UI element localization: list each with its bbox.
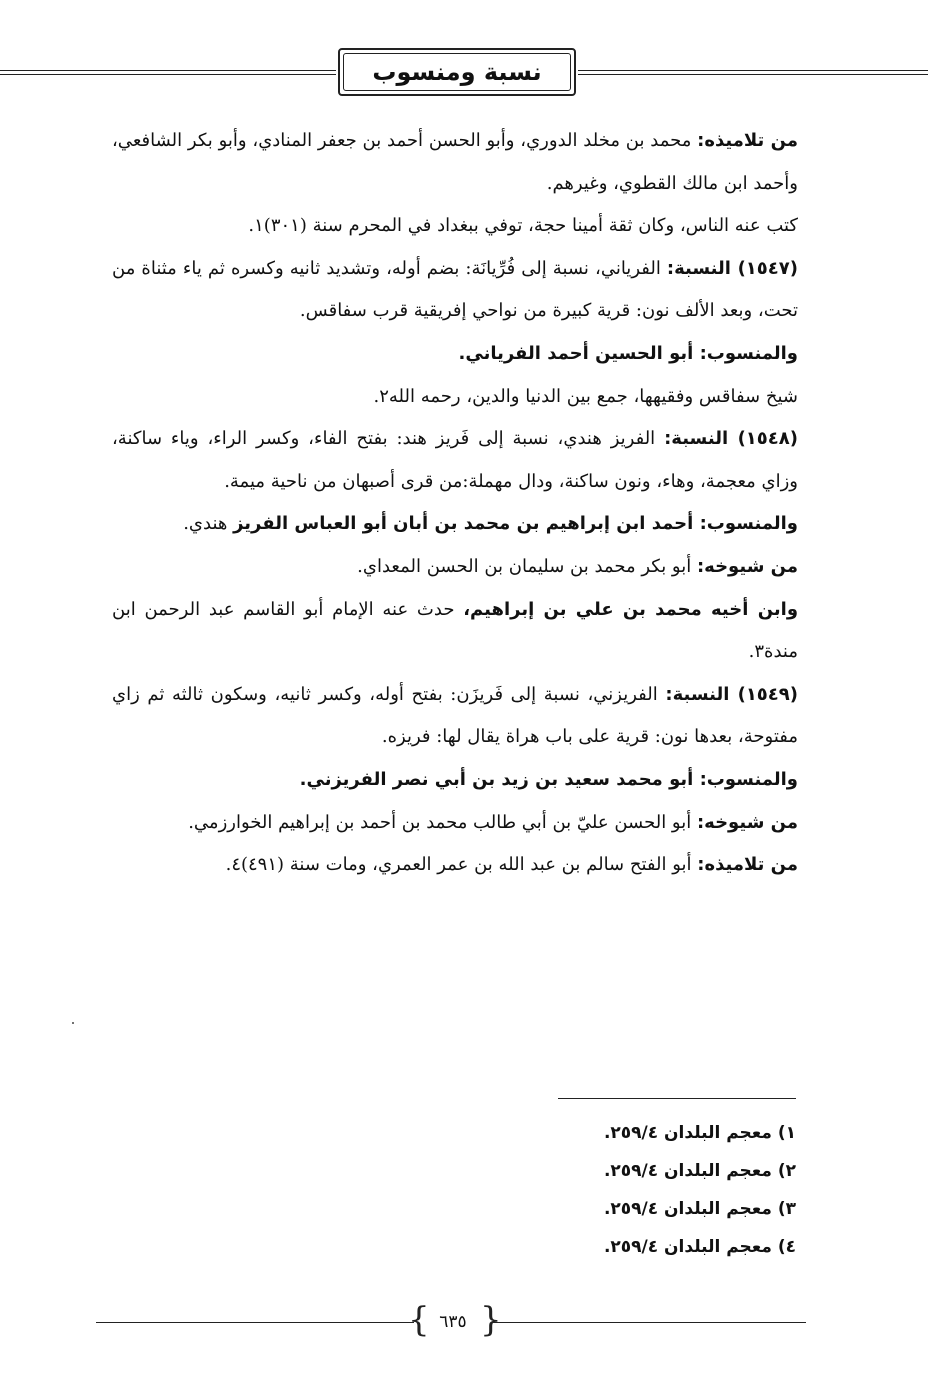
entry-label: وابن أخيه محمد بن علي بن إبراهيم، bbox=[463, 598, 799, 620]
entry-label: من تلاميذه: bbox=[697, 130, 798, 151]
paragraph bbox=[112, 503, 798, 546]
entry-text: أبو الحسن عليّ بن أبي طالب محمد بن أحمد بن إبراهيم الخوارزمي. bbox=[188, 811, 697, 833]
paragraph bbox=[112, 205, 798, 248]
header-rule-right-1 bbox=[578, 70, 928, 71]
page-header bbox=[0, 48, 928, 100]
entry-label: من شيوخه: bbox=[696, 555, 798, 577]
entry-bold-text: أحمد ابن إبراهيم بن محمد بن أبان أبو العباس الفريز bbox=[233, 513, 700, 535]
entry-text: أبو الفتح سالم بن عبد الله بن عمر العمري، ومات سنة (٤٩١)٤. bbox=[225, 854, 698, 876]
entry-label: والمنسوب: bbox=[699, 342, 798, 364]
paragraph bbox=[112, 248, 798, 333]
entry-text: هندي. bbox=[183, 513, 234, 535]
page-number: ٦٣٥ bbox=[439, 1312, 467, 1332]
page-footer bbox=[0, 1302, 928, 1342]
entry-label: (١٥٤٩) النسبة: bbox=[665, 683, 798, 705]
footnote-item: ٣) معجم البلدان ٢٥٩/٤. bbox=[603, 1199, 796, 1219]
paragraph bbox=[112, 674, 798, 759]
paragraph bbox=[112, 802, 798, 845]
header-rule-left-1 bbox=[0, 70, 336, 71]
paragraph bbox=[112, 759, 798, 802]
entry-label: والمنسوب: bbox=[699, 768, 798, 790]
entry-text: محمد بن مخلد الدوري، وأبو الحسن أحمد بن جعفر المنادي، وأبو بكر الشافعي، وأحمد ابن مالك القطوي، وغيرهم. bbox=[112, 130, 798, 194]
paragraph bbox=[112, 333, 798, 376]
entry-text: شيخ سفاقس وفقيهها، جمع بين الدنيا والدين، رحمه الله٢. bbox=[373, 385, 798, 407]
paragraph bbox=[112, 376, 798, 419]
entry-text: الفريز هندي، نسبة إلى فَريز هند: بفتح الفاء، وكسر الراء، وياء ساكنة، وزاي معجمة، وهاء، ونون ساكنة، ودال مهملة:من قرى أصبهان من ناحية ميمة. bbox=[112, 428, 798, 492]
entry-text: أبو بكر محمد بن سليمان بن الحسن المعداي. bbox=[357, 555, 697, 577]
paragraph bbox=[112, 418, 798, 503]
entry-bold-text: أبو الحسين أحمد الفرياني. bbox=[458, 342, 700, 364]
header-rule-left-2 bbox=[0, 74, 336, 75]
footnote-item: ٢) معجم البلدان ٢٥٩/٤. bbox=[603, 1161, 796, 1181]
entry-text: الفرياني، نسبة إلى فُرِّيانَة: بضم أوله، وتشديد ثانيه وكسره ثم ياء مثناة من تحت، وبعد الألف نون: قرية كبيرة من نواحي إفريقية قرب سفاقس. bbox=[112, 257, 798, 322]
stray-dot-mark bbox=[72, 1022, 74, 1024]
entry-text: الفريزني، نسبة إلى فَريزَن: بفتح أوله، وكسر ثانيه، وسكون ثالثه ثم زاي مفتوحة، بعدها نون: قرية على باب هراة يقال لها: فريزه. bbox=[112, 683, 798, 748]
right-brace-icon: } bbox=[480, 1300, 502, 1340]
left-brace-icon: { bbox=[408, 1300, 430, 1340]
paragraph bbox=[112, 546, 798, 589]
footnote-separator bbox=[558, 1098, 796, 1099]
entry-label: من تلاميذه: bbox=[697, 854, 798, 876]
footer-rule-right bbox=[492, 1322, 806, 1323]
main-text bbox=[112, 120, 798, 887]
header-rule-right-2 bbox=[578, 74, 928, 75]
header-title-frame bbox=[338, 48, 576, 96]
paragraph bbox=[112, 589, 798, 674]
paragraph bbox=[112, 844, 798, 887]
entry-bold-text: أبو محمد سعيد بن زيد بن أبي نصر الفريزني. bbox=[299, 768, 700, 790]
footnote-item: ١) معجم البلدان ٢٥٩/٤. bbox=[603, 1123, 796, 1143]
entry-text: حدث عنه الإمام أبو القاسم عبد الرحمن ابن مندة٣. bbox=[112, 598, 798, 663]
entry-label: والمنسوب: bbox=[699, 513, 798, 535]
footnotes bbox=[500, 1114, 796, 1266]
footer-rule-left bbox=[96, 1322, 414, 1323]
footnote-item: ٤) معجم البلدان ٢٥٩/٤. bbox=[603, 1237, 796, 1257]
paragraph bbox=[112, 120, 798, 205]
entry-label: (١٥٤٧) النسبة: bbox=[666, 257, 798, 279]
header-title: نسبة ومنسوب bbox=[343, 53, 571, 91]
entry-label: من شيوخه: bbox=[696, 811, 798, 833]
entry-text: كتب عنه الناس، وكان ثقة أمينا حجة، توفي ببغداد في المحرم سنة (٣٠١)١. bbox=[248, 215, 798, 237]
entry-label: (١٥٤٨) النسبة: bbox=[664, 428, 798, 450]
